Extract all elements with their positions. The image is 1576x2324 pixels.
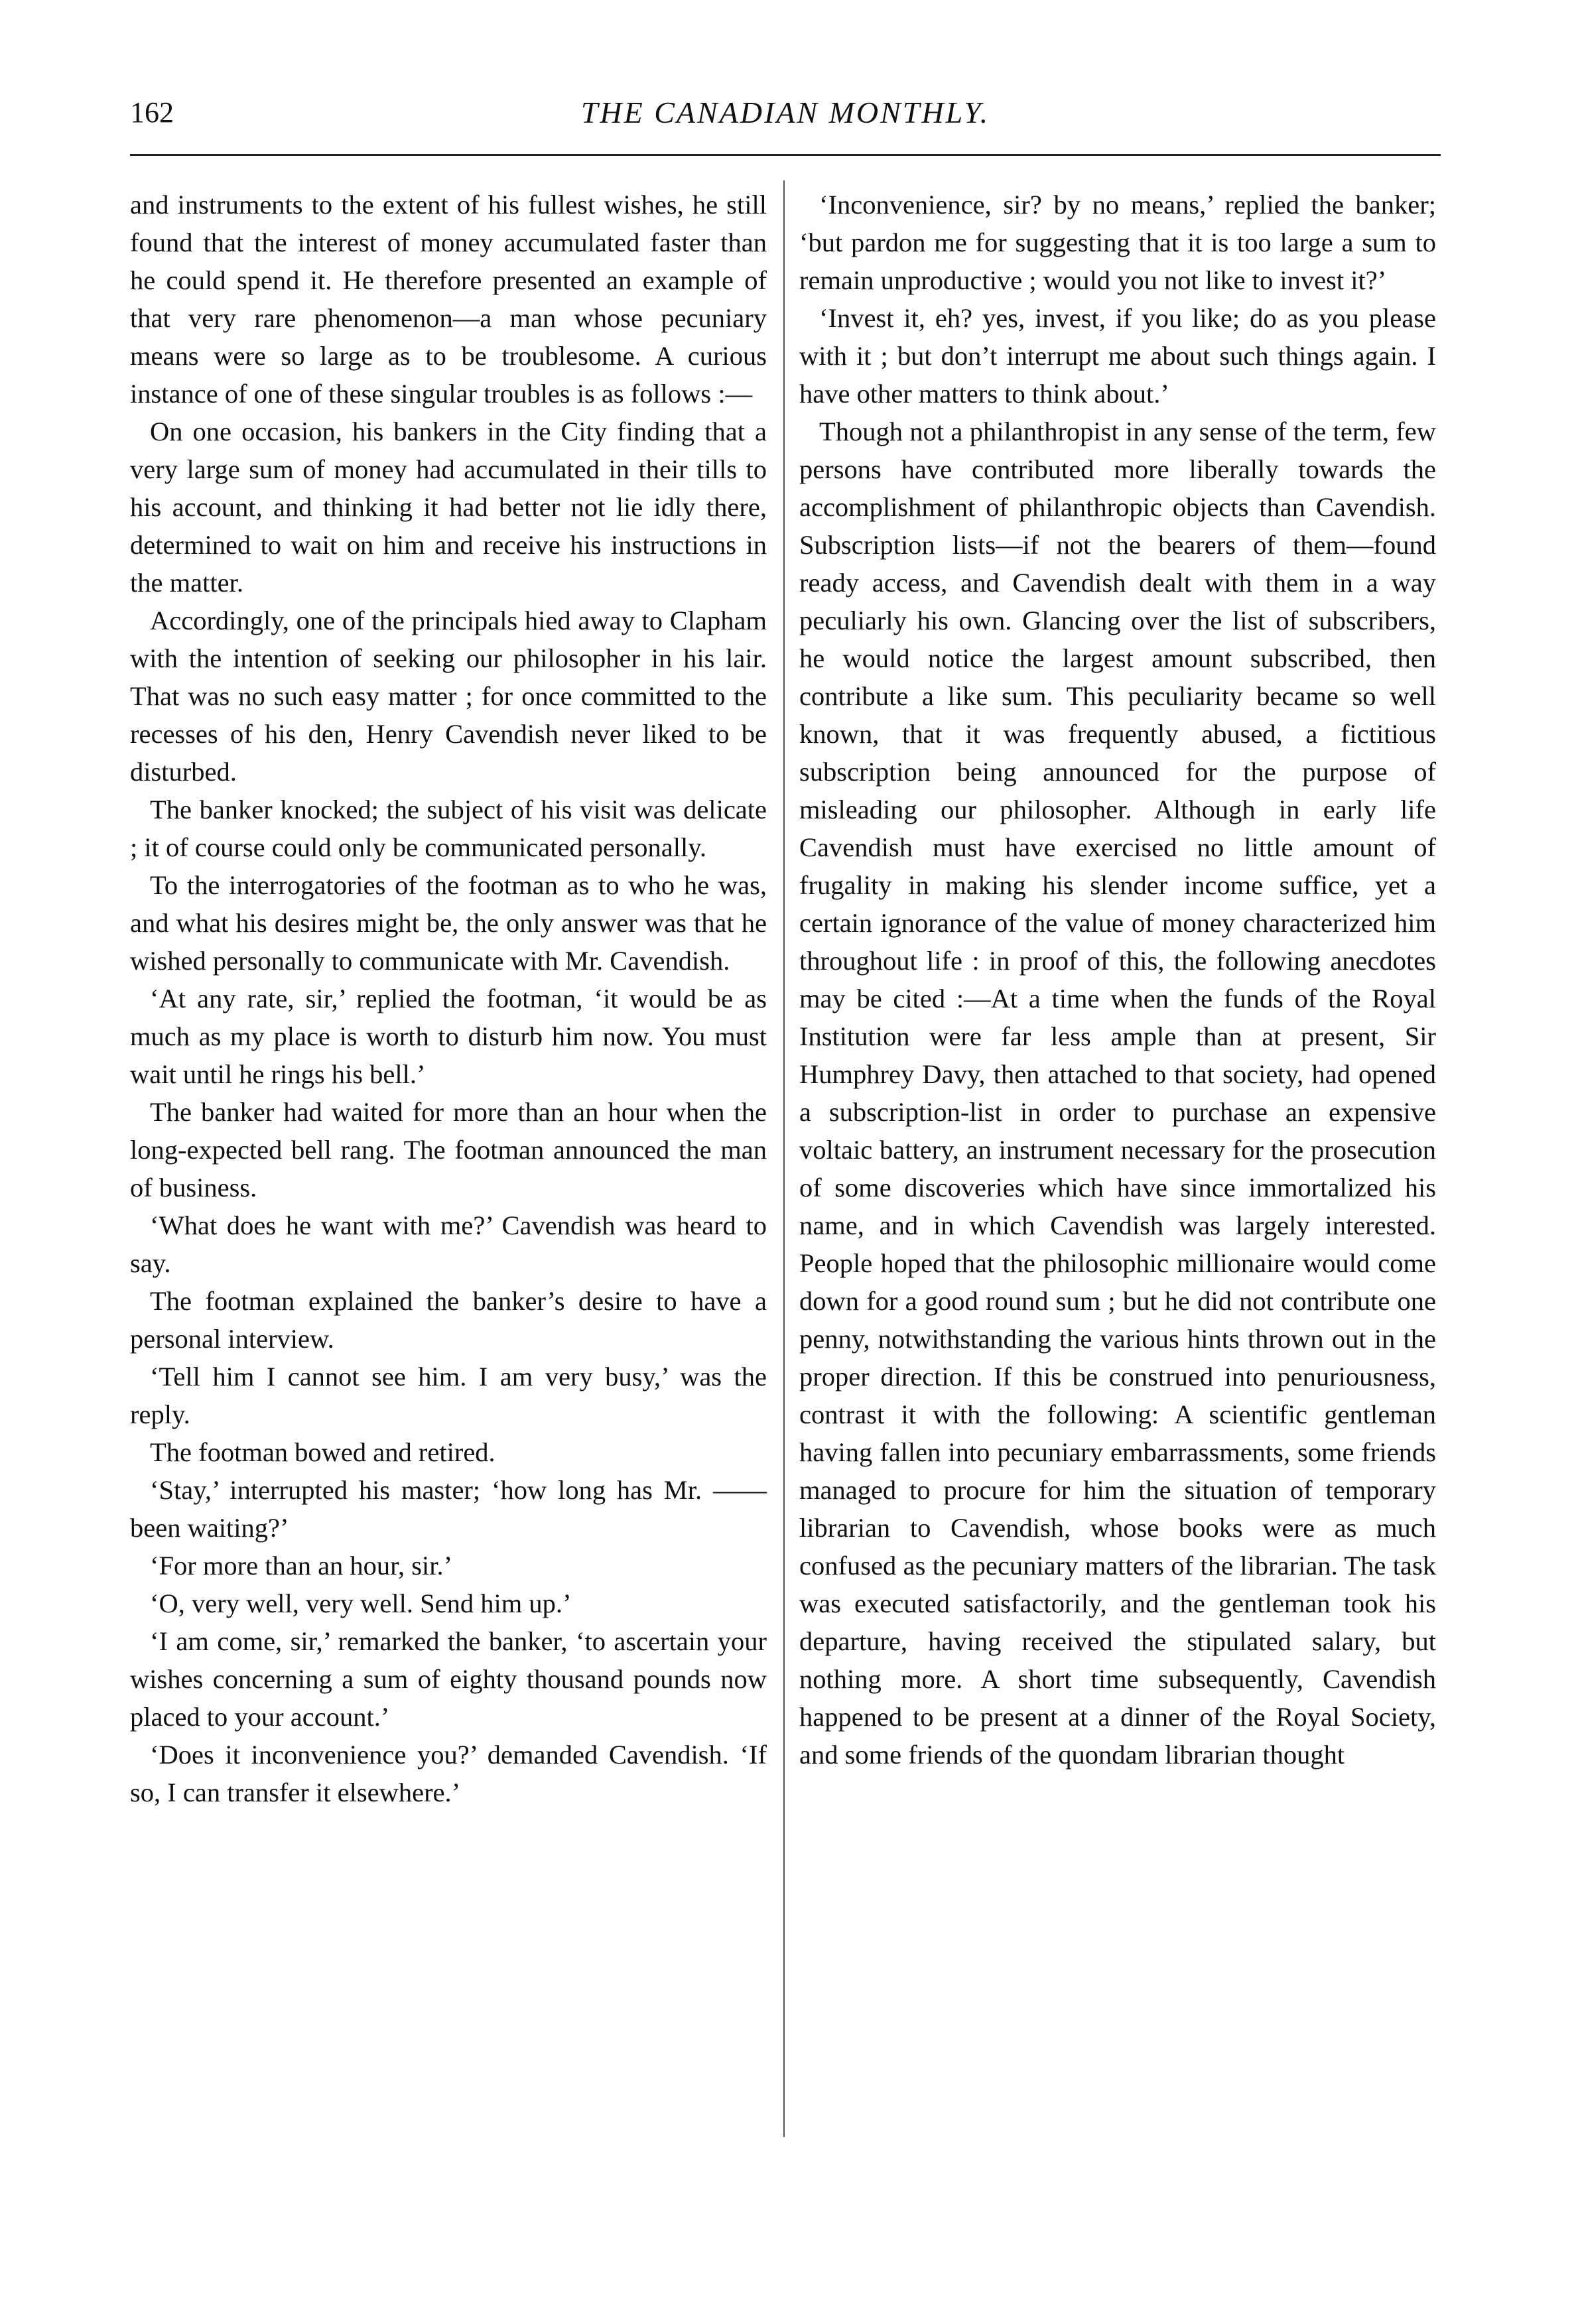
page-header	[130, 93, 1441, 139]
paragraph: ‘O, very well, very well. Send him up.’	[150, 1588, 572, 1618]
left-column	[130, 186, 767, 1811]
column-divider	[783, 180, 785, 2137]
paragraph: ‘Stay,’ interrupted his master; ‘how long has Mr. —— been waiting?’	[130, 1475, 767, 1543]
header-rule	[130, 154, 1441, 156]
paragraph: ‘Does it inconvenience you?’ demanded Cavendish. ‘If so, I can transfer it elsewhere.’	[130, 1740, 767, 1807]
right-column	[799, 186, 1436, 1774]
paragraph: Though not a philanthropist in any sense of the term, few persons have contributed more liberally towards the accomplishment of philanthropic objects than Cavendish. Subscription lists—if not the bearers of them—found ready access, and Cavendish dealt with them in a way peculiarly his own. Glancing over the list of subscribers, he would notice the largest amount subscribed, then contribute a like sum. This peculiarity became so well known, that it was frequently abused, a fictitious subscription being announced for the purpose of misleading our philosopher. Although in early life Cavendish must have exercised no little amount of frugality in making his slender income suffice, yet a certain ignorance of the value of money characterized him throughout life : in proof of this, the following anecdotes may be cited :—At a time when the funds of the Royal Institution were far less ample than at present, Sir Humphrey Davy, then attached to that society, had opened a subscription-list in order to purchase an expensive voltaic battery, an instrument necessary for the prosecution of some discoveries which have since immortalized his name, and in which Cavendish was largely interested. People hoped that the philosophic millionaire would come down for a good round sum ; but he did not contribute one penny, notwithstanding the various hints thrown out in the proper direction. If this be construed into penuriousness, contrast it with the following: A scientific gentleman having fallen into pecuniary embarrassments, some friends managed to procure for him the situation of temporary librarian to Cavendish, whose books were as much confused as the pecuniary matters of the librarian. The task was executed satisfactorily, and the gentleman took his departure, having received the stipulated salary, but nothing more. A short time subsequently, Cavendish happened to be present at a dinner of the Royal Society, and some friends of the quondam librarian thought	[799, 417, 1436, 1770]
running-head-title: THE CANADIAN MONTHLY.	[580, 96, 990, 129]
paragraph: On one occasion, his bankers in the City finding that a very large sum of money had accumulated in their tills to his account, and thinking it had better not lie idly there, determined to wait on him and receive his instructions in the matter.	[130, 417, 767, 598]
paragraph: To the interrogatories of the footman as to who he was, and what his desires might be, the only answer was that he wished personally to communicate with Mr. Cavendish.	[130, 870, 767, 976]
paragraph: ‘At any rate, sir,’ replied the footman, ‘it would be as much as my place is worth to disturb him now. You must wait until he rings his bell.’	[130, 984, 767, 1089]
paragraph: ‘Tell him I cannot see him. I am very busy,’ was the reply.	[130, 1362, 767, 1429]
paragraph: and instruments to the extent of his fullest wishes, he still found that the interest of money accumulated faster than he could spend it. He therefore presented an example of that very rare phenomenon—a man whose pecuniary means were so large as to be troublesome. A curious instance of one of these singular troubles is as follows :—	[130, 190, 767, 409]
page-number: 162	[130, 96, 174, 129]
paragraph: ‘I am come, sir,’ remarked the banker, ‘to ascertain your wishes concerning a sum of eighty thousand pounds now placed to your account.’	[130, 1626, 767, 1732]
paragraph: Accordingly, one of the principals hied away to Clapham with the intention of seeking our philosopher in his lair. That was no such easy matter ; for once committed to the recesses of his den, Henry Cavendish never liked to be disturbed.	[130, 606, 767, 787]
paragraph: ‘For more than an hour, sir.’	[150, 1551, 453, 1581]
paragraph: ‘Invest it, eh? yes, invest, if you like; do as you please with it ; but don’t interrupt me about such things again. I have other matters to think about.’	[799, 303, 1436, 409]
paragraph: The footman explained the banker’s desire to have a personal interview.	[130, 1286, 767, 1354]
paragraph: The footman bowed and retired.	[150, 1437, 495, 1467]
paragraph: ‘What does he want with me?’ Cavendish was heard to say.	[130, 1210, 767, 1278]
paragraph: The banker knocked; the subject of his visit was delicate ; it of course could only be communicated personally.	[130, 795, 767, 862]
paragraph: The banker had waited for more than an hour when the long-expected bell rang. The footman announced the man of business.	[130, 1097, 767, 1202]
paragraph: ‘Inconvenience, sir? by no means,’ replied the banker; ‘but pardon me for suggesting that it is too large a sum to remain unproductive ; would you not like to invest it?’	[799, 190, 1436, 295]
